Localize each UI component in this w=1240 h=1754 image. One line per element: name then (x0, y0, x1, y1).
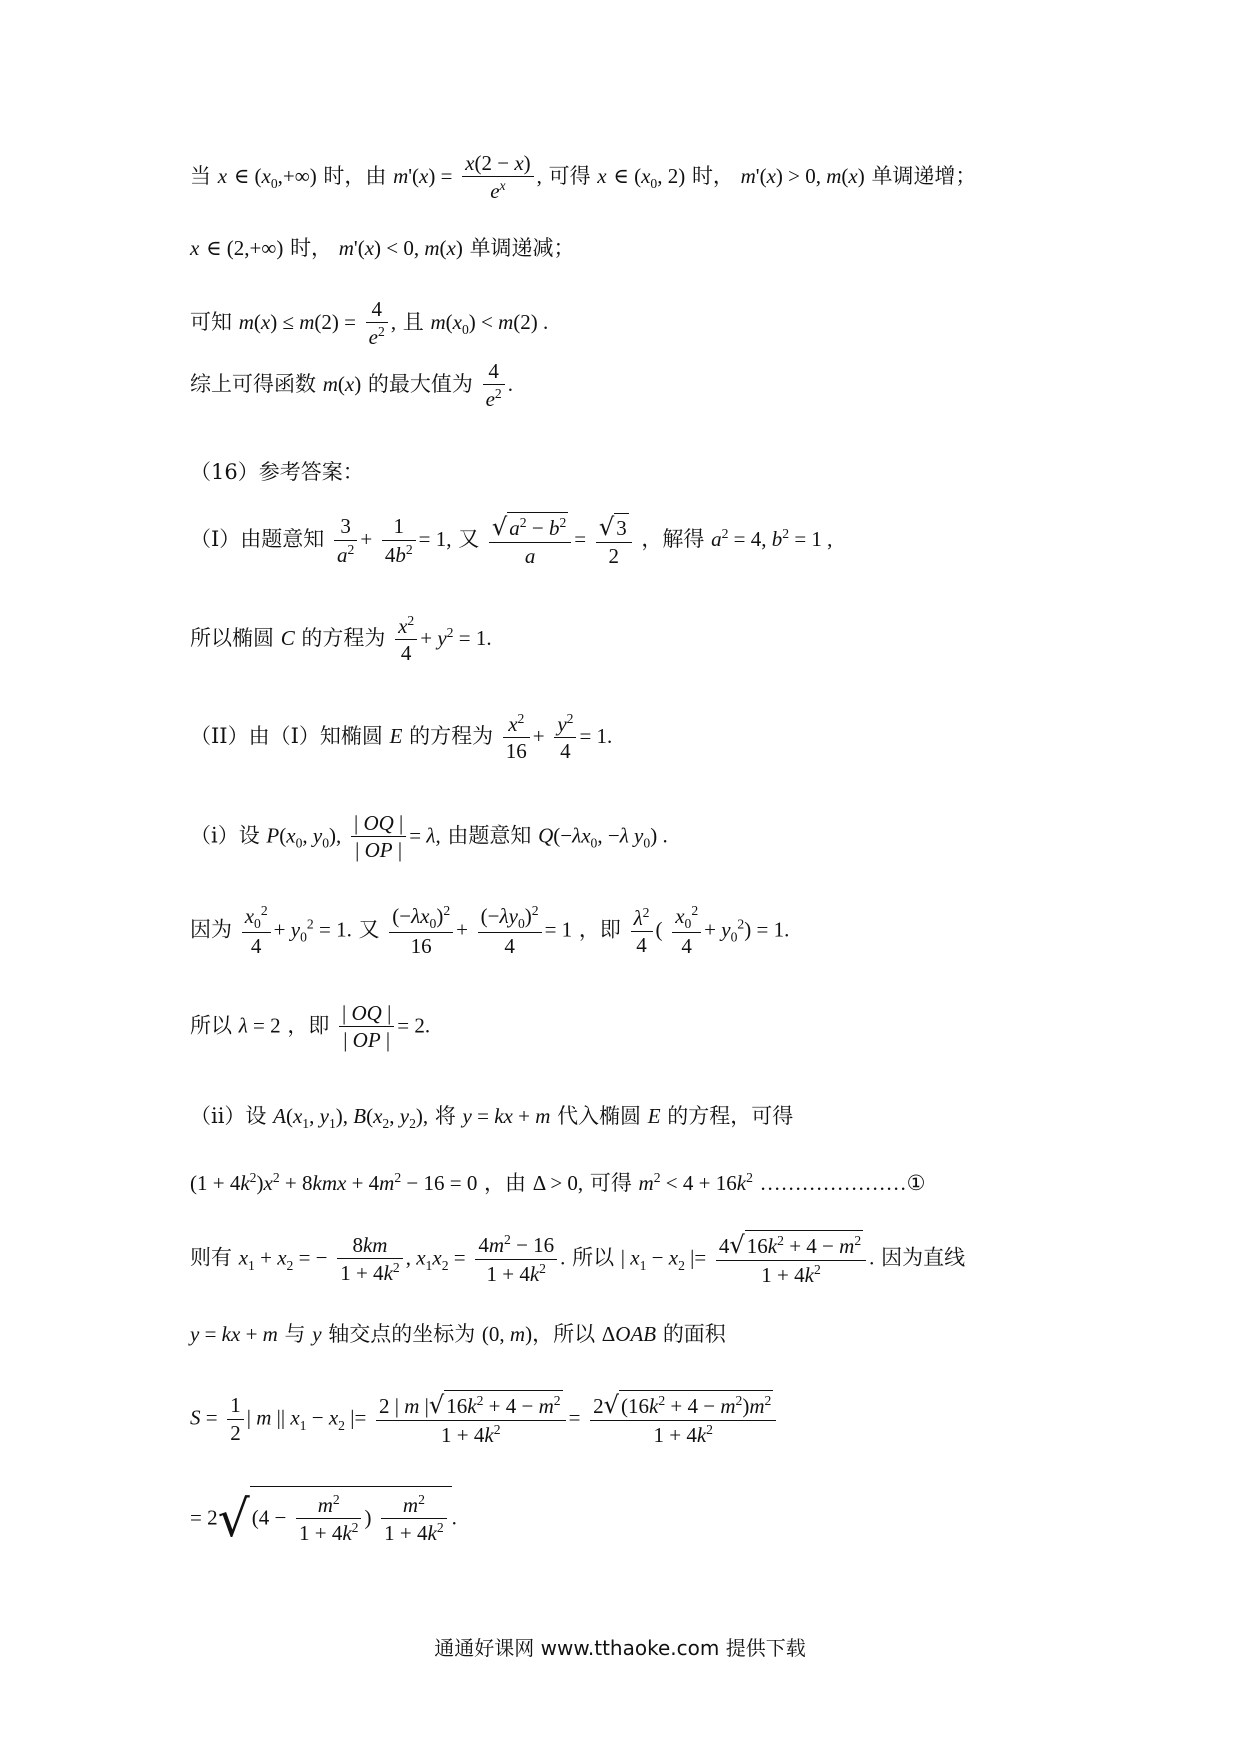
fraction: $\frac{3}{a^2}$ (334, 513, 357, 568)
fraction: $\frac{√3}{2}$ (596, 512, 632, 569)
page-footer: 通通好课网 www.tthaoke.com 提供下载 (434, 1636, 806, 1660)
text: （II）由（I）知椭圆 (190, 723, 383, 748)
fraction: $\frac{8km}{1 + 4k^2}$ (337, 1232, 403, 1287)
part-2-line: （II）由（I）知椭圆 E 的方程为 $\frac{x^2}{16}$ + $\frac{y^2}{4}$ = 1. (190, 711, 613, 764)
text: 的最大值为 (367, 371, 473, 396)
ellipse-c-line: 所以椭圆 C 的方程为 $\frac{x^2}{4}$ + $y^2 = 1$. (190, 613, 492, 666)
part-1-line: （I）由题意知 $\frac{3}{a^2}$ + $\frac{1}{4b^2}$ = 1, 又 $\frac{√a^2 - b^2}{a}$ = $\frac{√3}{2}$ ，解得 $a^2 = 4$, $b^2 = 1$ , (190, 513, 833, 569)
fraction: $\frac{(-\lambda x_0)^2}{16}$ (389, 902, 453, 960)
q16-header (190, 460, 364, 485)
text: 可得 (589, 1171, 632, 1195)
text: 又 (458, 527, 480, 552)
intercept-line: y = kx + m 与 y 轴交点的坐标为 (0, m)，所以 ΔOAB 的面积 (190, 1322, 726, 1346)
fraction: $\frac{x(2 - x)}{e^x}$ (462, 150, 534, 205)
fraction: $\frac{2√(16k^2 + 4 - m^2)m^2}{1 + 4k^2}$ (590, 1390, 776, 1448)
quadratic-line: $(1 + 4k^2)x^2 + 8kmx + 4m^2 - 16 = 0$ ，由 Δ > 0, 可得 $m^2 < 4 + 16k^2$ …………………① (190, 1170, 926, 1195)
text: 因为 (190, 917, 232, 942)
line-4: 综上可得函数 m(x) 的最大值为 $\frac{4}{e^2}$ . (190, 359, 513, 412)
text: 的面积 (662, 1322, 726, 1346)
text: 时， (691, 163, 734, 188)
fraction: $\frac{\lambda^2}{4}$ (631, 904, 653, 959)
text: 综上可得函数 (190, 371, 316, 396)
text: 轴交点的坐标为 (328, 1322, 476, 1346)
fraction: $\frac{| OQ |}{| OP |}$ (351, 810, 406, 864)
text: ，即 (578, 917, 621, 942)
fraction: $\frac{4}{e^2}$ (483, 358, 505, 413)
text: 可得 (548, 163, 591, 188)
text: 代入椭圆 (557, 1104, 642, 1128)
text: 所以椭圆 (190, 625, 274, 650)
text: 的方程为 (301, 625, 386, 650)
text: 将 (434, 1104, 456, 1128)
sub-i-line: （i）设 $P(x_0$, $y_0$), $\frac{| OQ |}{| OP |}$ = λ, 由题意知 $Q(-\lambda x_0$, −λ $y_0$) . (190, 811, 668, 863)
fraction: $\frac{x^2}{4}$ (395, 612, 417, 667)
text: ，解得 (641, 527, 705, 552)
text: 当 (190, 163, 211, 188)
area-line-2: = 2√(4 − $\frac{m^2}{1 + 4k^2}$ ) $\frac{m^2}{1 + 4k^2}$ . (190, 1486, 457, 1547)
text: 则有 (190, 1245, 232, 1270)
text: 的方程，可得 (667, 1104, 794, 1128)
text: 所以 (190, 1013, 232, 1038)
text: （i）设 (190, 823, 260, 848)
line-1: 当 x ∈ $(x_0,+\infty)$ 时，由 m'(x) = $\frac{x(2 - x)}{e^x}$ , 可得 x ∈ ($x_0$, 2) 时， m'(x) > 0, m(x) 单调递增； (190, 151, 977, 204)
text: 由题意知 (447, 823, 532, 848)
fraction: $\frac{x_0^2}{4}$ (242, 902, 271, 960)
fraction: $\frac{√a^2 - b^2}{a}$ (489, 512, 571, 569)
text: ，所以 (532, 1322, 596, 1346)
fraction: $\frac{m^2}{1 + 4k^2}$ (296, 1491, 362, 1547)
text: （16）参考答案： (190, 460, 364, 484)
text: （I）由题意知 (190, 527, 325, 552)
fraction: $\frac{1}{4b^2}$ (382, 513, 416, 568)
fraction: $\frac{1}{2}$ (227, 1392, 244, 1446)
sub-ii-line: （ii）设 $A(x_1$, $y_1$), $B(x_2$, $y_2$), 将 y = kx + m 代入椭圆 E 的方程，可得 (190, 1104, 794, 1132)
circled-number: ① (906, 1171, 926, 1195)
text: ，即 (287, 1013, 330, 1038)
text: 时， (323, 163, 366, 188)
fraction: $\frac{4}{e^2}$ (366, 296, 388, 351)
text: 的方程为 (409, 723, 494, 748)
text: 时， (290, 236, 333, 260)
text: 且 (402, 309, 424, 334)
text: 由 (365, 163, 387, 188)
area-line-1: S = $\frac{1}{2}$ | m || $x_1 - x_2$ |= $\frac{2 | m |√16k^2 + 4 - m^2}{1 + 4k^2}$ = $\frac{2√(16k^2 + 4 - m^2)m^2}{1 + 4k^2}$ (190, 1390, 779, 1448)
text: 所以 (572, 1245, 615, 1270)
fraction: $\frac{4m^2 - 16}{1 + 4k^2}$ (475, 1231, 557, 1287)
fraction: $\frac{2 | m |√16k^2 + 4 - m^2}{1 + 4k^2}$ (376, 1390, 566, 1448)
text: 因为直线 (881, 1245, 966, 1270)
fraction: $\frac{x^2}{16}$ (503, 710, 530, 765)
text: 与 (284, 1322, 306, 1346)
fraction: $\frac{y^2}{4}$ (554, 710, 576, 765)
fraction: $\frac{m^2}{1 + 4k^2}$ (381, 1491, 447, 1547)
text: （ii）设 (190, 1104, 267, 1128)
lambda-line: 所以 λ = 2 ，即 $\frac{| OQ |}{| OP |}$ = 2. (190, 1001, 431, 1053)
text: 单调递减； (469, 236, 575, 260)
text: 又 (358, 917, 380, 942)
text: 可知 (190, 309, 232, 334)
fraction: $\frac{x_0^2}{4}$ (672, 902, 701, 960)
fraction: $\frac{(-\lambda y_0)^2}{4}$ (478, 902, 542, 960)
because-line: 因为 $\frac{x_0^2}{4}$ + $y_0^2 = 1$. 又 $\frac{(-\lambda x_0)^2}{16}$ + $\frac{(-\lambda y_0)^2}{4}$ = 1 ，即 $\frac{\lambda^2}{4}$ ( $\frac{x_0^2}{4}$ + $y_0^2) = 1$. (190, 903, 790, 959)
vieta-line: 则有 $x_1 + x_2$ = − $\frac{8km}{1 + 4k^2}$ , $x_1x_2$ = $\frac{4m^2 - 16}{1 + 4k^2}$ . 所以 | $x_1 - x_2$ |= $\frac{4√16k^2 + 4 - m^2}{1 + 4k^2}$ . 因为直线 (190, 1231, 966, 1288)
fraction: $\frac{4√16k^2 + 4 - m^2}{1 + 4k^2}$ (716, 1230, 866, 1288)
fraction: $\frac{| OQ |}{| OP |}$ (339, 1000, 394, 1054)
line-2: x ∈ (2,+∞) 时， m'(x) < 0, m(x) 单调递减； (190, 236, 575, 260)
text: 单调递增； (871, 163, 977, 188)
text: ，由 (484, 1171, 527, 1195)
line-3: 可知 m(x) ≤ m(2) = $\frac{4}{e^2}$ , 且 $m(x_0) < m(2)$ . (190, 297, 549, 350)
